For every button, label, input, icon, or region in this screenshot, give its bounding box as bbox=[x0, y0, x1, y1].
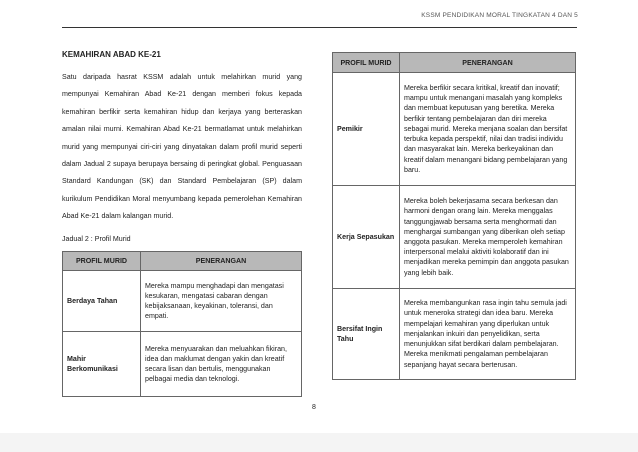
profile-name: Berdaya Tahan bbox=[63, 271, 141, 332]
profile-description: Mereka menyuarakan dan meluahkan fikiran, idea dan maklumat dengan yakin dan kreatif secara lisan dan bertulis, menggunakan pelbagai media dan teknologi. bbox=[141, 332, 302, 397]
profile-description: Mereka membangunkan rasa ingin tahu semula jadi untuk meneroka strategi dan idea baru. Mereka mempelajari kemahiran yang diperlukan untuk menjalankan inkuiri dan penyelidikan, serta menunjukkan sifat berdikari dalam pembelajaran. Mereka menikmati pengalaman pembelajaran sepanjang hayat secara berterusan. bbox=[400, 289, 576, 380]
table-row bbox=[333, 73, 576, 186]
header-divider bbox=[62, 27, 577, 28]
profile-name: Bersifat Ingin Tahu bbox=[333, 289, 400, 380]
profile-name: Pemikir bbox=[333, 73, 400, 186]
profile-description: Mereka berfikir secara kritikal, kreatif dan inovatif; mampu untuk menangani masalah yang kompleks dan membuat keputusan yang beretika. Mereka berfikir tentang pembelajaran dan diri mereka sebagai murid. Mereka menjana soalan dan bersifat terbuka kepada perspektif, nilai dan tradisi individu dan masyarakat lain. Mereka berkeyakinan dan kreatif dalam menangani bidang pembelajaran yang baru. bbox=[400, 73, 576, 186]
profile-description: Mereka mampu menghadapi dan mengatasi kesukaran, mengatasi cabaran dengan kebijaksanaan, keyakinan, toleransi, dan empati. bbox=[141, 271, 302, 332]
column-header-description: PENERANGAN bbox=[141, 252, 302, 271]
footer-band bbox=[0, 433, 638, 452]
table-row bbox=[333, 186, 576, 289]
running-header: KSSM PENDIDIKAN MORAL TINGKATAN 4 DAN 5 bbox=[421, 12, 578, 19]
profile-name: Kerja Sepasukan bbox=[333, 186, 400, 289]
column-header-profile: PROFIL MURID bbox=[333, 53, 400, 73]
column-header-description: PENERANGAN bbox=[400, 53, 576, 73]
table-caption: Jadual 2 : Profil Murid bbox=[62, 234, 131, 243]
section-heading: KEMAHIRAN ABAD KE-21 bbox=[62, 50, 161, 59]
left-column bbox=[62, 50, 302, 243]
column-header-profile: PROFIL MURID bbox=[63, 252, 141, 271]
profile-table-left bbox=[62, 251, 302, 397]
profile-table-right bbox=[332, 52, 576, 380]
intro-paragraph: Satu daripada hasrat KSSM adalah untuk melahirkan murid yang mempunyai Kemahiran Abad Ke-21 dengan memberi fokus kepada kemahiran berfikir serta kemahiran hidup dan kerjaya yang berteraskan amalan nilai murni. Kemahiran Abad Ke-21 bermatlamat untuk melahirkan murid yang mempunyai ciri-ciri yang dinyatakan dalam profil murid seperti dalam Jadual 2 supaya berupaya bersaing di peringkat global. Penguasaan Standard Kandungan (SK) dan Standard Pembelajaran (SP) dalam kurikulum Pendidikan Moral menyumbang kepada pemerolehan Kemahiran Abad Ke-21 dalam kalangan murid. bbox=[62, 73, 302, 221]
table-row bbox=[63, 332, 302, 397]
table-row bbox=[333, 289, 576, 380]
profile-description: Mereka boleh bekerjasama secara berkesan dan harmoni dengan orang lain. Mereka menggalas tanggungjawab bersama serta menghormati dan menghargai sumbangan yang diberikan oleh setiap anggota pasukan. Mereka memperoleh kemahiran interpersonal melalui aktiviti kolaboratif dan ini menjadikan mereka pemimpin dan anggota pasukan yang lebih baik. bbox=[400, 186, 576, 289]
page-number: 8 bbox=[312, 404, 316, 411]
table-row bbox=[63, 271, 302, 332]
profile-name: Mahir Berkomunikasi bbox=[63, 332, 141, 397]
